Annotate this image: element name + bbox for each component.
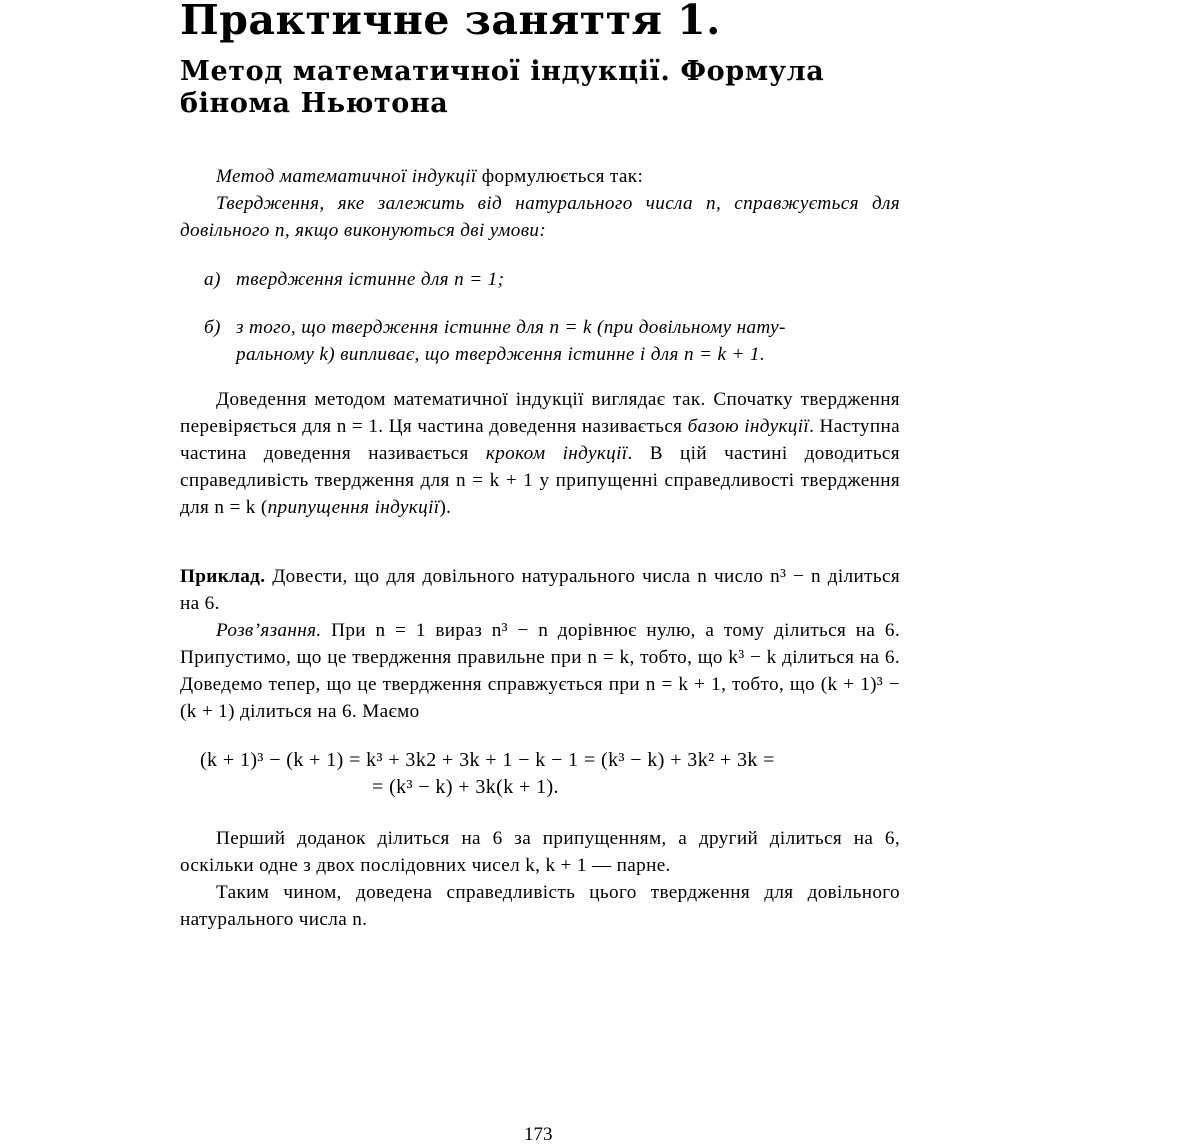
induction-statement: Твердження, яке залежить від натурального числа n, справжується для довільного n, якщо виконуються дві умови: [180, 193, 900, 241]
proof-part3: . В цій частині доводиться справедливість твердження для n = k + 1 у припущенні справедливості твердження для n = k ( [180, 443, 900, 518]
proof-part2: . Наступна частина доведення називається [180, 416, 900, 464]
formula-line-2: = (k³ − k) + 3k(k + 1). [372, 776, 559, 798]
term-base: базою індукції [687, 416, 810, 437]
method-term: Метод математичної індукції [216, 166, 477, 187]
page-subtitle: Метод математичної індукції. Формула бінома Ньютона [180, 56, 825, 119]
proof-paragraph [180, 386, 900, 521]
condition-a-marker: а) [204, 269, 221, 290]
formula-line-1: (k + 1)³ − (k + 1) = k³ + 3k2 + 3k + 1 − k − 1 = (k³ − k) + 3k² + 3k = [200, 749, 775, 771]
conclusion-2: Таким чином, доведена справедливість цього твердження для довільного натурального числа n. [180, 882, 900, 930]
conclusion-block [180, 825, 900, 933]
example-block [180, 563, 900, 725]
proof-part1: Доведення методом математичної індукції виглядає так. Спочатку твердження перевіряється для n = 1. Ця частина доведення називається [180, 389, 900, 437]
condition-b-text-line1: з того, що твердження істинне для n = k (при довільному нату- [236, 317, 786, 338]
solution-text: При n = 1 вираз n³ − n дорівнює нулю, а тому ділиться на 6. Припустимо, що це твердження правильне при n = k, тобто, що k³ − k ділиться на 6. Доведемо тепер, що це твердження справжується при n = k + 1, тобто, що (k + 1)³ − (k + 1) ділиться на 6. Маємо [180, 620, 900, 722]
method-rest: формулюється так: [476, 166, 644, 187]
page-title: Практичне заняття 1. [180, 0, 721, 44]
example-label: Приклад. [180, 566, 266, 587]
condition-b-text-line2: ральному k) випливає, що твердження істинне і для n = k + 1. [236, 344, 766, 365]
intro-block [180, 163, 900, 244]
page-number: 173 [524, 1124, 553, 1145]
proof-part4: ). [439, 497, 452, 518]
term-step: кроком індукції [485, 443, 628, 464]
intro-sentence [180, 163, 900, 190]
condition-a-text: твердження істинне для n = 1; [236, 269, 505, 290]
conclusion-1: Перший доданок ділиться на 6 за припущенням, а другий ділиться на 6, оскільки одне з двох послідовних чисел k, k + 1 — парне. [180, 828, 900, 876]
condition-a [204, 266, 900, 293]
term-assumption: припущення індукції [267, 497, 440, 518]
condition-b-marker: б) [204, 317, 221, 338]
condition-b [204, 314, 900, 368]
solution-label: Розв’язання. [216, 620, 322, 641]
example-text: Довести, що для довільного натурального числа n число n³ − n ділиться на 6. [180, 566, 900, 614]
